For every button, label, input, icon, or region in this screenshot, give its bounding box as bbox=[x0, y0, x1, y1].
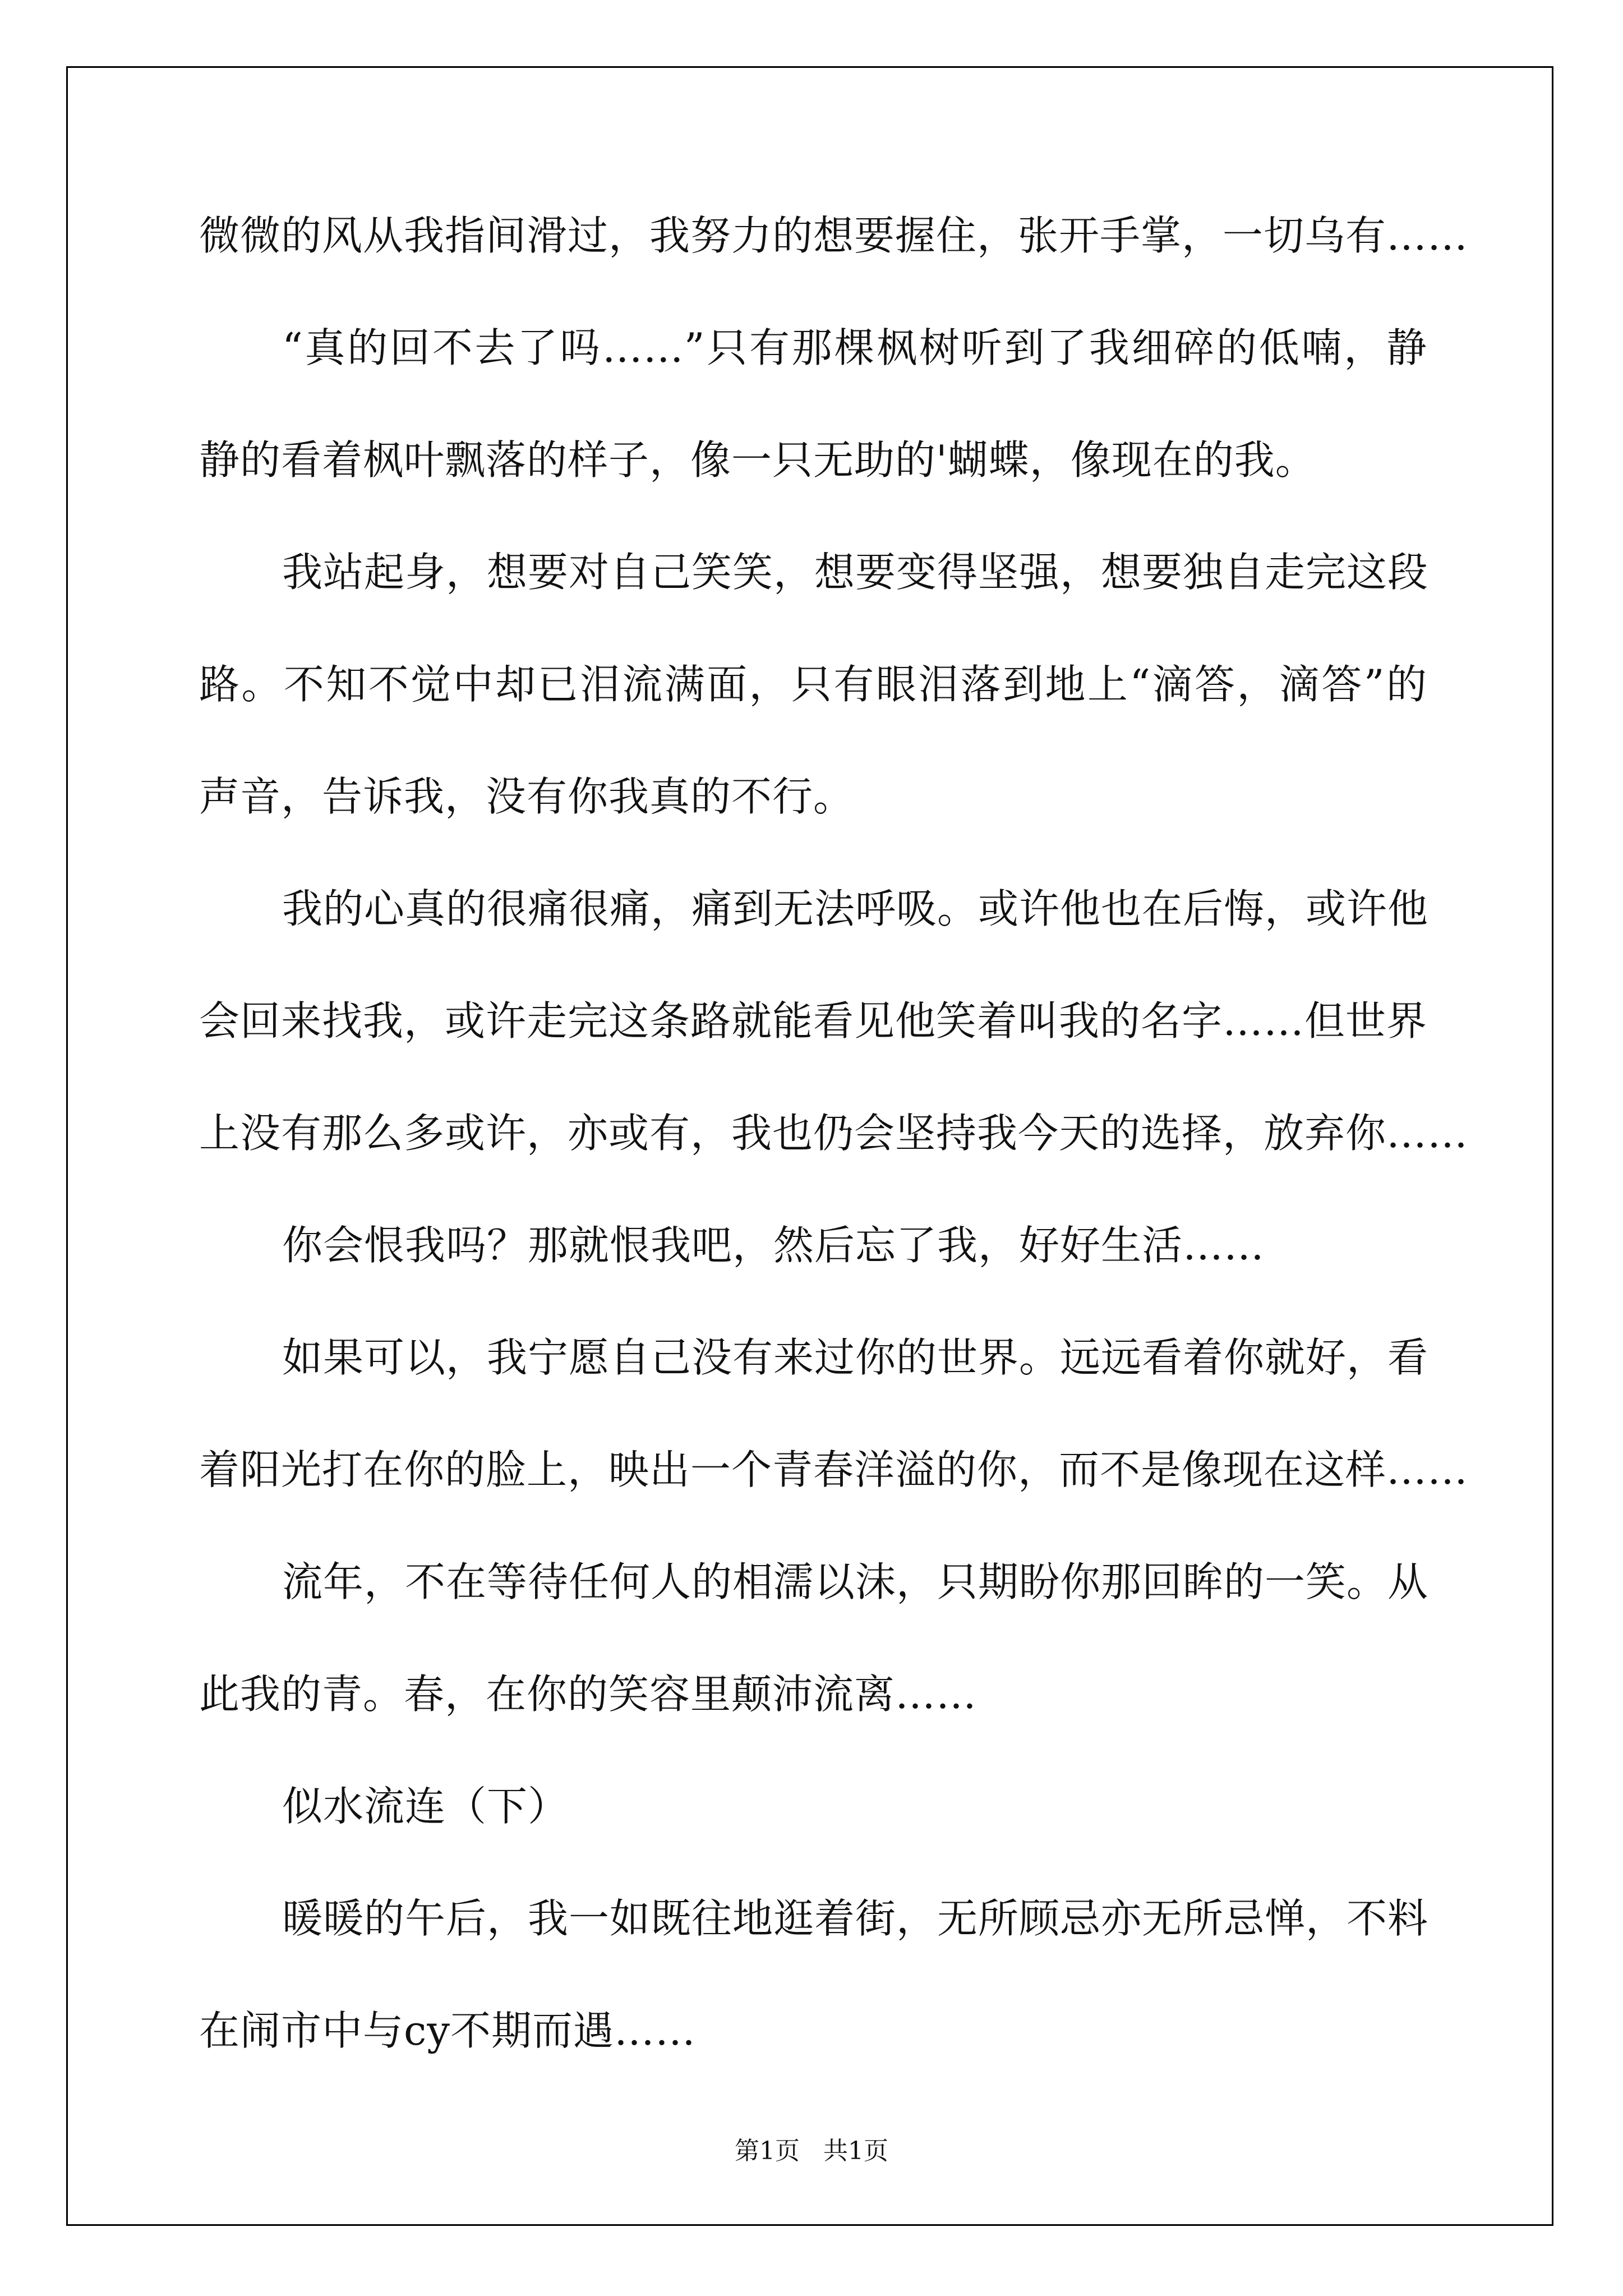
paragraph-3-line-3: 声音，告诉我，没有你我真的不行。 bbox=[199, 773, 855, 820]
document-body bbox=[199, 208, 1469, 2059]
paragraph-3-line-1: 我站起身，想要对自己笑笑，想要变得坚强，想要独自走完这段 bbox=[282, 549, 1429, 596]
page-footer: 第1页 共1页 bbox=[735, 2137, 888, 2165]
paragraph-7-line-2: 此我的青。春，在你的笑容里颠沛流离…… bbox=[199, 1671, 978, 1718]
paragraph-4-line-1: 我的心真的很痛很痛，痛到无法呼吸。或许他也在后悔，或许他 bbox=[282, 885, 1429, 932]
paragraph-6-line-1: 如果可以，我宁愿自己没有来过你的世界。远远看着你就好，看 bbox=[282, 1334, 1429, 1381]
paragraph-7-line-1: 流年，不在等待任何人的相濡以沫，只期盼你那回眸的一笑。从 bbox=[282, 1558, 1429, 1605]
paragraph-1-line-1: 微微的风从我指间滑过，我努力的想要握住，张开手掌，一切乌有…… bbox=[199, 212, 1469, 259]
paragraph-4-line-3: 上没有那么多或许，亦或有，我也仍会坚持我今天的选择，放弃你…… bbox=[199, 1110, 1469, 1157]
paragraph-8-line-1: 暖暖的午后，我一如既往地逛着街，无所顾忌亦无所忌惮，不料 bbox=[282, 1895, 1429, 1942]
paragraph-6-line-2: 着阳光打在你的脸上，映出一个青春洋溢的你，而不是像现在这样…… bbox=[199, 1446, 1469, 1493]
paragraph-5-line-1: 你会恨我吗？那就恨我吧，然后忘了我，好好生活…… bbox=[282, 1222, 1265, 1269]
paragraph-2-line-2: 静的看着枫叶飘落的样子，像一只无助的'蝴蝶，像现在的我。 bbox=[199, 436, 1316, 484]
paragraph-3-line-2: 路。不知不觉中却已泪流满面，只有眼泪落到地上“滴答，滴答”的 bbox=[199, 661, 1427, 708]
section-heading: 似水流连（下） bbox=[282, 1783, 569, 1830]
paragraph-4-line-2: 会回来找我，或许走完这条路就能看见他笑着叫我的名字……但世界 bbox=[199, 997, 1428, 1045]
paragraph-2-line-1: “真的回不去了吗……”只有那棵枫树听到了我细碎的低喃，静 bbox=[282, 324, 1427, 371]
paragraph-8-line-2: 在闹市中与cy不期而遇…… bbox=[199, 2007, 697, 2054]
